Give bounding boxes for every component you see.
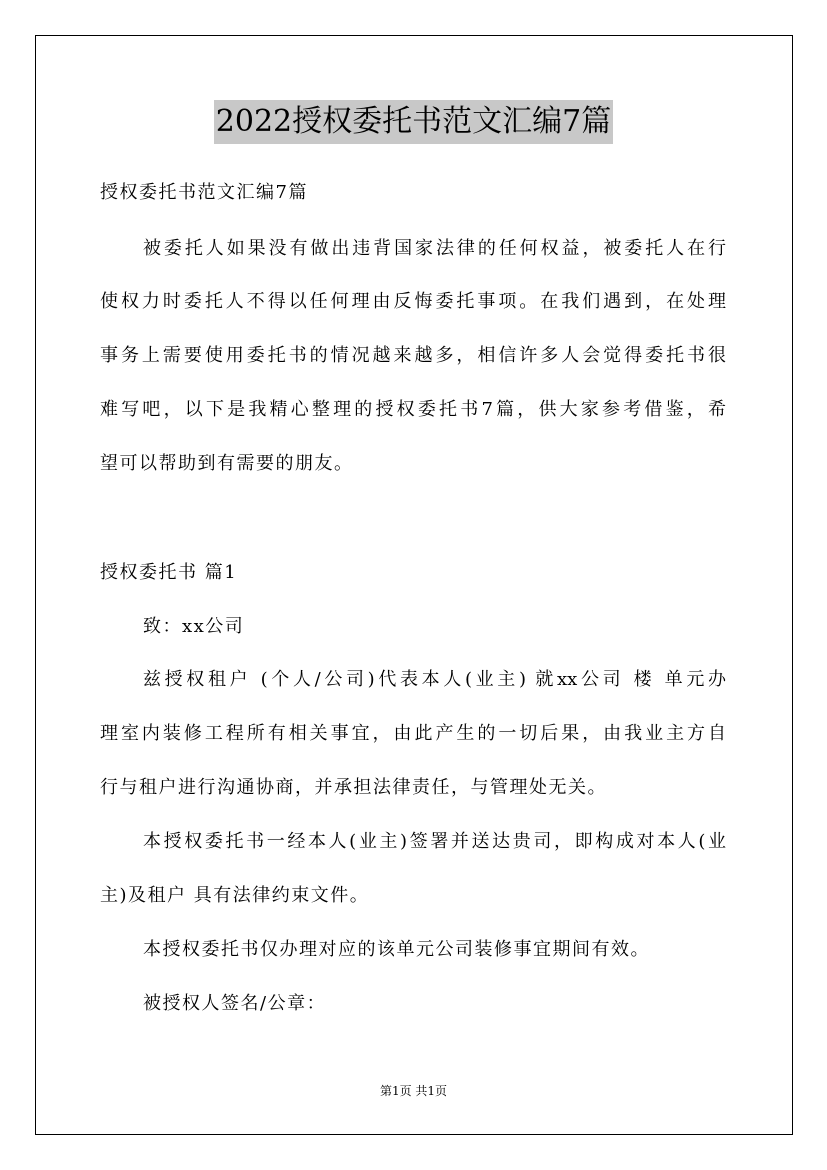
para1-line-3: 行与租户进行沟通协商，并承担法律责任，与管理处无关。 (100, 777, 607, 798)
page-footer: 第1页 共1页 (379, 1084, 448, 1098)
intro-line-4: 难写吧，以下是我精心整理的授权委托书7篇，供大家参考借鉴，希 (100, 399, 726, 420)
document-title-text: 2022授权委托书范文汇编7篇 (214, 100, 613, 144)
para1-line-2: 理室内装修工程所有相关事宜，由此产生的一切后果，由我业主方自 (100, 723, 726, 744)
intro-line-2: 使权力时委托人不得以任何理由反悔委托事项。在我们遇到，在处理 (100, 291, 726, 312)
intro-line-5: 望可以帮助到有需要的朋友。 (100, 453, 354, 474)
para3: 本授权委托书仅办理对应的该单元公司装修事宜期间有效。 (143, 939, 650, 960)
intro-line-1: 被委托人如果没有做出违背国家法律的任何权益，被委托人在行 (143, 238, 726, 259)
section-heading: 授权委托书 篇1 (100, 562, 238, 583)
addressee: 致：xx公司 (143, 616, 245, 637)
para2-line-1: 本授权委托书一经本人(业主)签署并送达贵司，即构成对本人(业 (143, 831, 726, 852)
intro-line-3: 事务上需要使用委托书的情况越来越多，相信许多人会觉得委托书很 (100, 345, 726, 366)
para1-line-1: 兹授权租户 (个人/公司)代表本人(业主) 就xx公司 楼 单元办 (143, 669, 726, 690)
document-title (0, 100, 827, 144)
signature-line: 被授权人签名/公章： (143, 993, 327, 1014)
para2-line-2: 主)及租户 具有法律约束文件。 (100, 885, 370, 906)
subtitle: 授权委托书范文汇编7篇 (100, 182, 308, 203)
